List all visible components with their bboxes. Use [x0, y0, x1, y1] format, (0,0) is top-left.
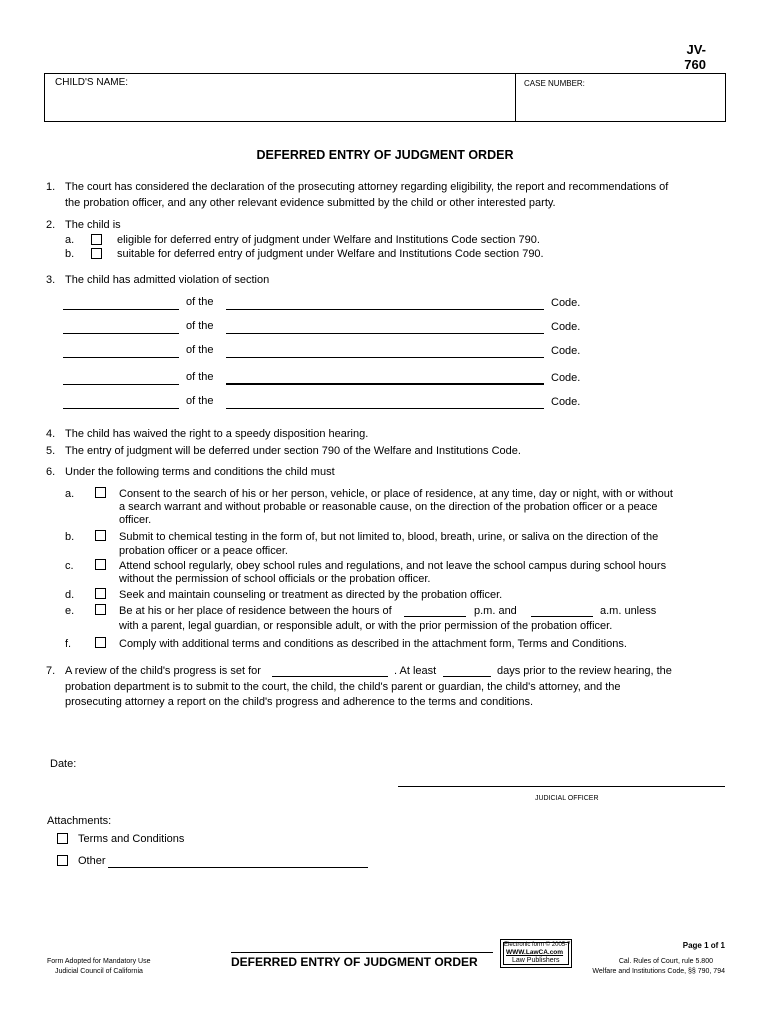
- footer-title: DEFERRED ENTRY OF JUDGMENT ORDER: [231, 955, 478, 969]
- section-line[interactable]: [63, 357, 179, 358]
- item5-number: 5.: [46, 445, 56, 457]
- item6f-checkbox[interactable]: [95, 637, 106, 648]
- item6a-letter: a.: [65, 488, 75, 500]
- violation-row: [0, 319, 770, 337]
- item7-line3: prosecuting attorney a report on the child's progress and adherence to the terms and conditions.: [65, 696, 534, 708]
- item6b-letter: b.: [65, 531, 75, 543]
- code-name-line[interactable]: [226, 408, 544, 409]
- item2-text: The child is: [65, 219, 121, 231]
- of-the-label: of the: [186, 296, 214, 308]
- of-the-label: of the: [186, 344, 214, 356]
- item7-line2: probation department is to submit to the court, the child, the child's parent or guardian, the child's attorney, and the: [65, 681, 621, 693]
- item7-number: 7.: [46, 665, 56, 677]
- item3-number: 3.: [46, 274, 56, 286]
- other-line[interactable]: [108, 867, 368, 868]
- section-line[interactable]: [63, 408, 179, 409]
- violation-row: [0, 295, 770, 313]
- judicial-officer-signature-line[interactable]: [398, 786, 725, 787]
- item2b-letter: b.: [65, 248, 75, 260]
- item6f-letter: f.: [65, 638, 72, 650]
- item3-text: The child has admitted violation of section: [65, 274, 270, 286]
- item6c-letter: c.: [65, 560, 74, 572]
- page-title: DEFERRED ENTRY OF JUDGMENT ORDER: [256, 148, 514, 162]
- item2a-checkbox[interactable]: [91, 234, 102, 245]
- code-name-line[interactable]: [226, 309, 544, 310]
- form-number-line2: 760: [684, 57, 706, 72]
- code-label: Code.: [551, 396, 581, 408]
- item7-text1: A review of the child's progress is set for: [65, 665, 261, 677]
- item6c-line1: Attend school regularly, obey school rules and regulations, and not leave the school campus during school hours: [119, 560, 667, 572]
- form-number: [684, 42, 706, 72]
- item1-line2: the probation officer, and any other relevant evidence submitted by the child or other interested party.: [65, 197, 556, 209]
- page-number: Page 1 of 1: [682, 941, 725, 950]
- of-the-label: of the: [186, 320, 214, 332]
- stamp-url: WWW.LawCA.com: [506, 949, 564, 956]
- case-number-field[interactable]: [516, 74, 726, 121]
- section-line[interactable]: [63, 309, 179, 310]
- terms-conditions-checkbox[interactable]: [57, 833, 68, 844]
- item6a-line1: Consent to the search of his or her person, vehicle, or place of residence, at any time, day or night, with or without: [119, 488, 673, 500]
- item6c-line2: without the permission of school officials or the probation officer.: [119, 573, 431, 585]
- section-line[interactable]: [63, 384, 179, 385]
- publisher-stamp: [500, 939, 572, 968]
- other-label: Other: [78, 855, 106, 867]
- item7-at-least: . At least: [394, 665, 437, 677]
- item4-number: 4.: [46, 428, 56, 440]
- footer-adopted: Form Adopted for Mandatory Use: [47, 958, 151, 965]
- item6a-line2: a search warrant and without probable or reasonable cause, on the direction of the probation officer or a peace: [119, 501, 658, 513]
- curfew-end-line[interactable]: [531, 616, 593, 617]
- item6a-line3: officer.: [119, 514, 152, 526]
- code-name-line[interactable]: [226, 383, 544, 385]
- stamp-publisher: Law Publishers: [512, 957, 560, 964]
- item2b-text: suitable for deferred entry of judgment under Welfare and Institutions Code section 790.: [117, 248, 544, 260]
- item6b-checkbox[interactable]: [95, 530, 106, 541]
- item1-line1: The court has considered the declaration of the prosecuting attorney regarding eligibility, the report and recommendations of: [65, 181, 669, 193]
- item6e-am: a.m. unless: [600, 605, 657, 617]
- item6c-checkbox[interactable]: [95, 559, 106, 570]
- item2a-letter: a.: [65, 234, 75, 246]
- footer-rules: Cal. Rules of Court, rule 5.800: [618, 958, 713, 965]
- judicial-officer-label: JUDICIAL OFFICER: [535, 795, 599, 802]
- item6a-checkbox[interactable]: [95, 487, 106, 498]
- footer-rule: [231, 952, 493, 953]
- code-label: Code.: [551, 345, 581, 357]
- footer-code: Welfare and Institutions Code, §§ 790, 794: [592, 968, 725, 975]
- item6d-text: Seek and maintain counseling or treatment as directed by the probation officer.: [119, 589, 503, 601]
- footer-council: Judicial Council of California: [55, 968, 143, 975]
- item6b-line1: Submit to chemical testing in the form of, but not limited to, blood, breath, urine, or saliva on the direction of the: [119, 531, 659, 543]
- item2a-text: eligible for deferred entry of judgment under Welfare and Institutions Code section 790.: [117, 234, 540, 246]
- item6-text: Under the following terms and conditions the child must: [65, 466, 335, 478]
- days-line[interactable]: [443, 676, 491, 677]
- item2b-checkbox[interactable]: [91, 248, 102, 259]
- item6e-letter: e.: [65, 605, 75, 617]
- code-name-line[interactable]: [226, 357, 544, 358]
- item2-number: 2.: [46, 219, 56, 231]
- of-the-label: of the: [186, 371, 214, 383]
- item6e-line2: with a parent, legal guardian, or responsible adult, or with the prior permission of the probation officer.: [119, 620, 613, 632]
- item6d-letter: d.: [65, 589, 75, 601]
- code-name-line[interactable]: [226, 333, 544, 334]
- date-label: Date:: [50, 758, 77, 770]
- violation-row: [0, 394, 770, 412]
- item6d-checkbox[interactable]: [95, 588, 106, 599]
- of-the-label: of the: [186, 395, 214, 407]
- other-checkbox[interactable]: [57, 855, 68, 866]
- review-date-line[interactable]: [272, 676, 388, 677]
- violation-row: [0, 343, 770, 361]
- code-label: Code.: [551, 372, 581, 384]
- terms-conditions-label: Terms and Conditions: [78, 833, 185, 845]
- code-label: Code.: [551, 297, 581, 309]
- item4-text: The child has waived the right to a speedy disposition hearing.: [65, 428, 369, 440]
- stamp-copyright: Electronic form © 2005-7: [504, 942, 571, 948]
- item6e-checkbox[interactable]: [95, 604, 106, 615]
- item5-text: The entry of judgment will be deferred under section 790 of the Welfare and Institutions Code.: [65, 445, 521, 457]
- item6e-pm: p.m. and: [474, 605, 517, 617]
- item6-number: 6.: [46, 466, 56, 478]
- item7-days-text: days prior to the review hearing, the: [497, 665, 672, 677]
- code-label: Code.: [551, 321, 581, 333]
- child-name-field[interactable]: [45, 74, 515, 121]
- item6e-text1: Be at his or her place of residence between the hours of: [119, 605, 392, 617]
- curfew-start-line[interactable]: [404, 616, 466, 617]
- child-name-label: CHILD'S NAME:: [55, 77, 129, 88]
- item1-number: 1.: [46, 181, 56, 193]
- attachments-label: Attachments:: [47, 815, 112, 827]
- section-line[interactable]: [63, 333, 179, 334]
- case-number-label: CASE NUMBER:: [524, 79, 585, 88]
- form-number-line1: JV-: [686, 42, 706, 57]
- header-box: [44, 73, 726, 122]
- violation-row: [0, 370, 770, 388]
- item6b-line2: probation officer or a peace officer.: [119, 545, 288, 557]
- item6f-text: Comply with additional terms and conditions as described in the attachment form, Terms and Conditions.: [119, 638, 627, 650]
